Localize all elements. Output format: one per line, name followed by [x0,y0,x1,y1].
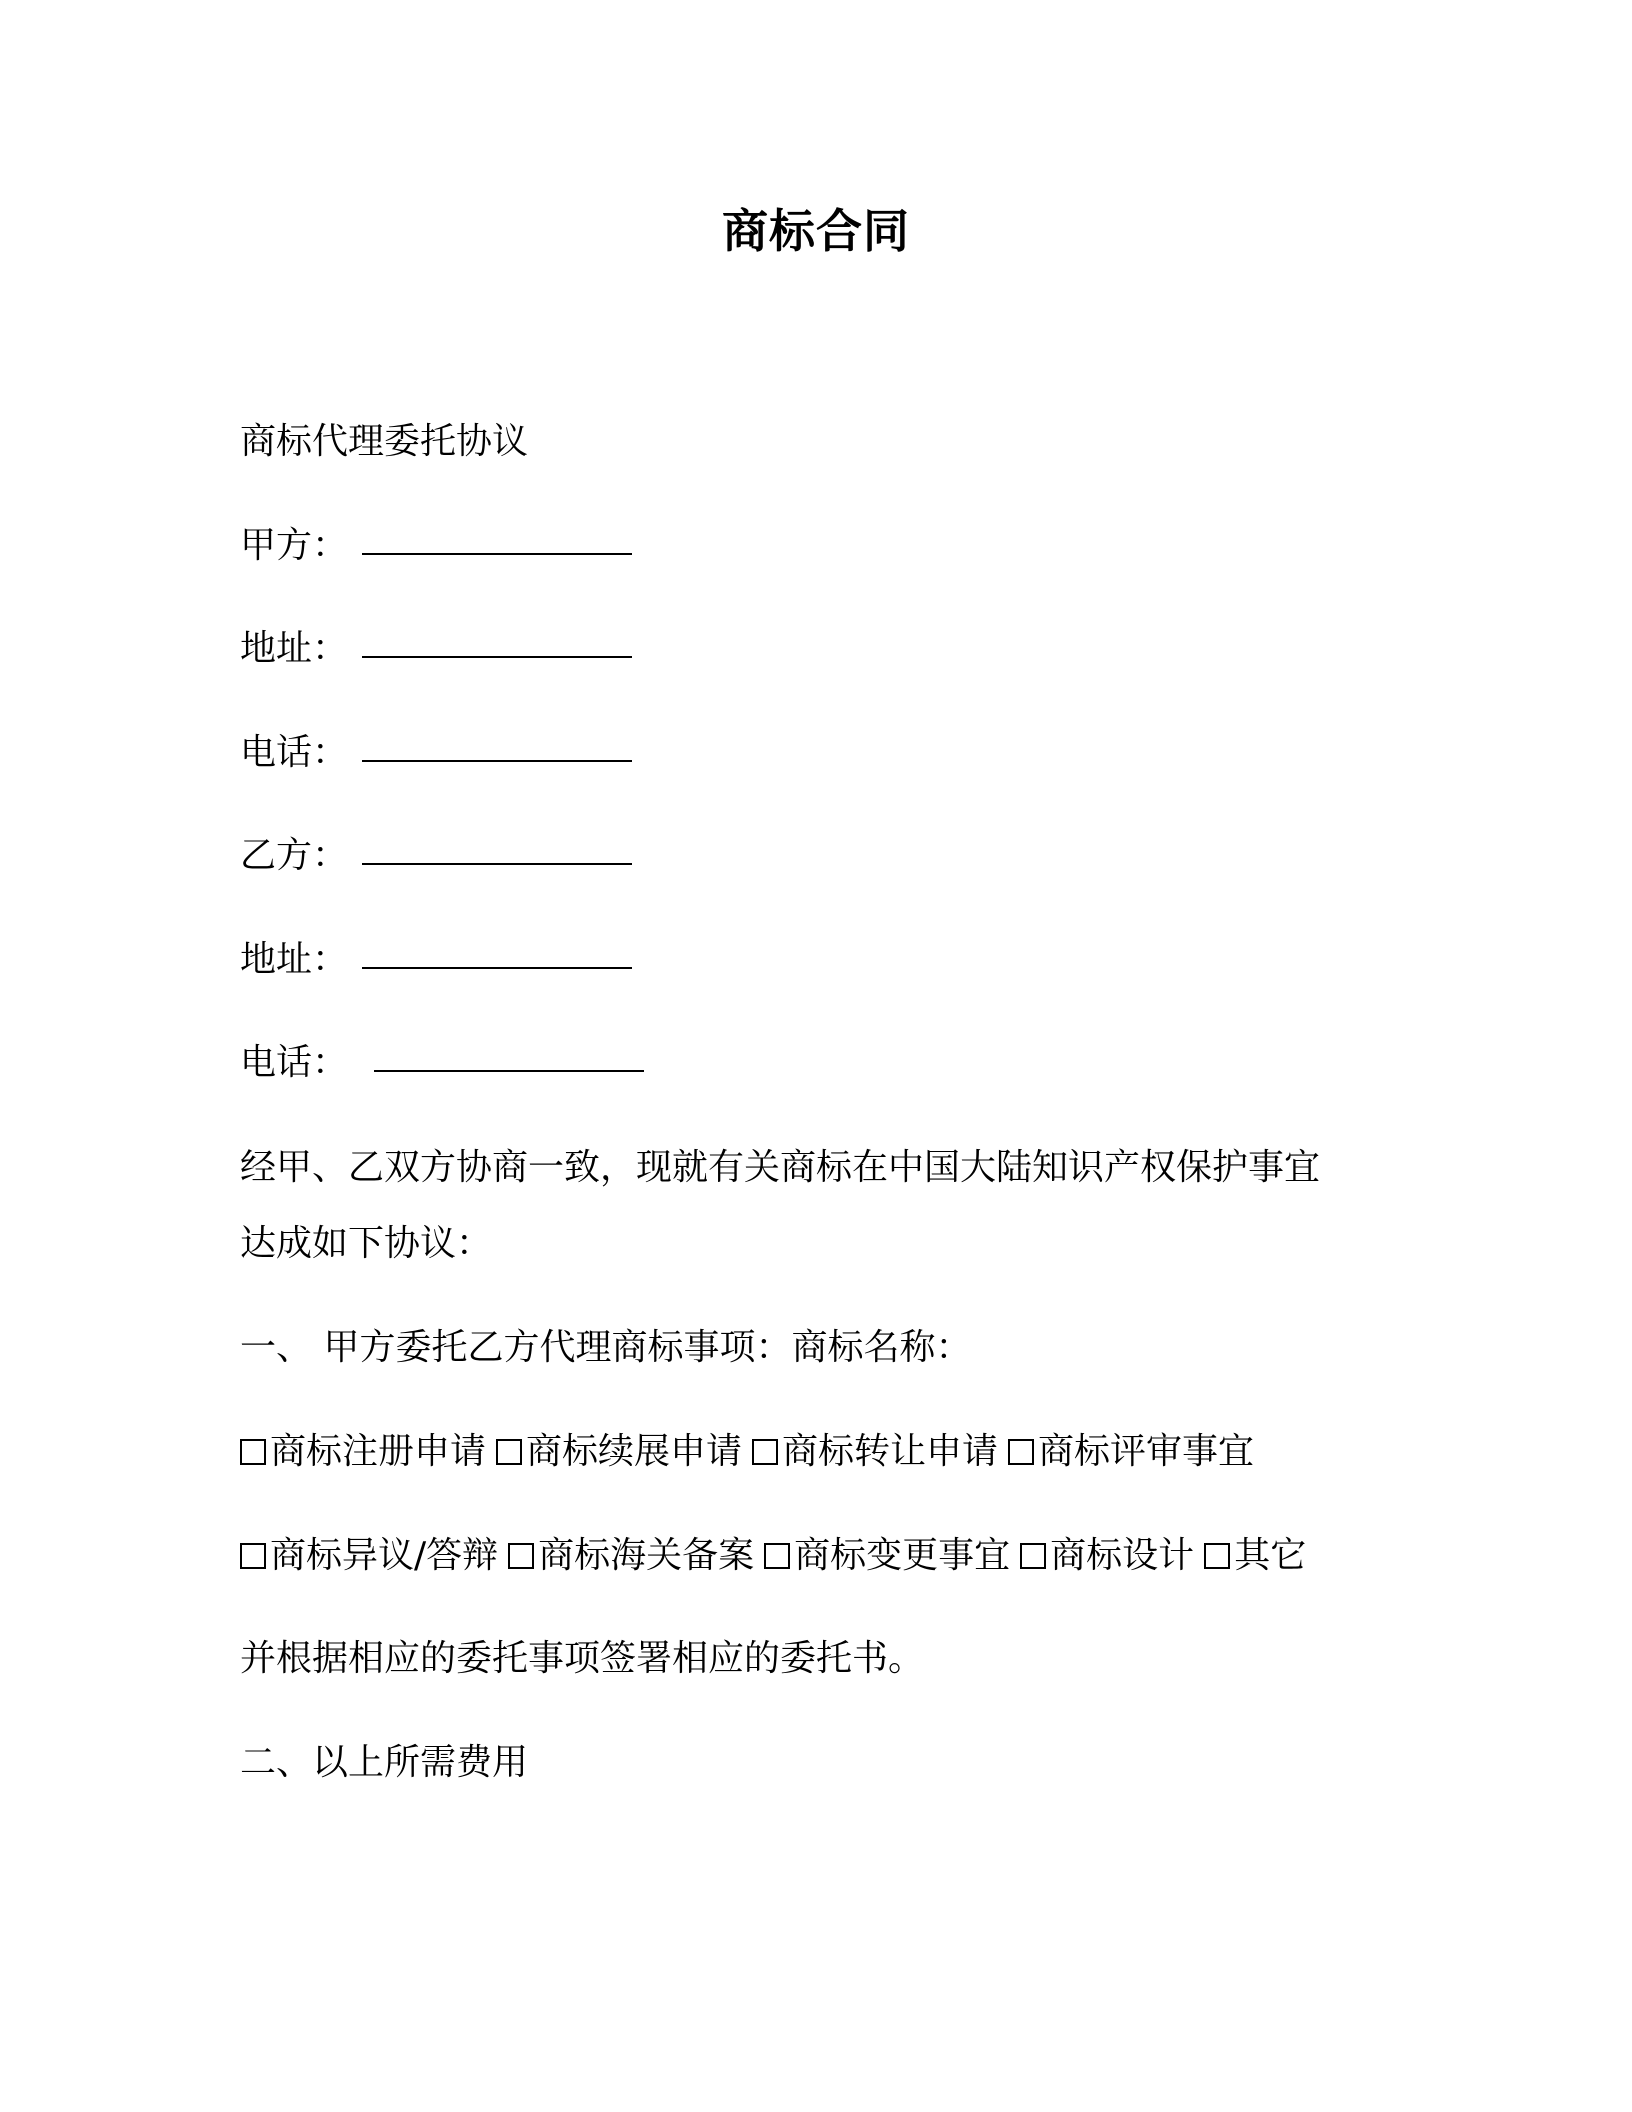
option-label: 商标异议/答辩 [270,1535,499,1576]
document-title: 商标合同 [722,204,910,258]
party-b-phone-field [240,1041,644,1085]
party-a-address-field [240,627,632,671]
party-a-name-label: 甲方： [240,525,349,566]
option-item[interactable] [240,1431,486,1472]
options-row-2 [240,1534,1316,1578]
checkbox-icon[interactable] [1008,1439,1034,1465]
party-b-phone-blank [374,1068,644,1072]
option-item[interactable] [764,1535,1010,1576]
party-a-phone-field [240,731,632,775]
section-2-heading: 二、以上所需费用 [240,1742,529,1783]
option-item[interactable] [1008,1431,1254,1472]
option-label: 商标续展申请 [526,1431,743,1472]
option-label: 商标设计 [1050,1535,1195,1576]
option-label: 商标海关备案 [538,1535,755,1576]
checkbox-icon[interactable] [764,1543,790,1569]
option-label: 其它 [1234,1535,1307,1576]
checkbox-icon[interactable] [1020,1543,1046,1569]
option-label: 商标评审事宜 [1038,1431,1255,1472]
option-label: 商标注册申请 [270,1431,487,1472]
checkbox-icon[interactable] [752,1439,778,1465]
option-item[interactable] [240,1535,498,1576]
document-subtitle: 商标代理委托协议 [240,421,529,462]
party-b-name-field [240,834,632,878]
option-item[interactable] [752,1431,998,1472]
option-label: 商标变更事宜 [794,1535,1011,1576]
party-a-name-blank [362,551,632,555]
checkbox-icon[interactable] [508,1543,534,1569]
option-item[interactable] [508,1535,754,1576]
party-b-name-label: 乙方： [240,835,349,876]
checkbox-icon[interactable] [1204,1543,1230,1569]
party-b-address-label: 地址： [240,939,349,980]
option-item[interactable] [1204,1535,1306,1576]
party-a-name-field [240,524,632,568]
party-a-phone-blank [362,758,632,762]
checkbox-icon[interactable] [240,1543,266,1569]
section-1-note: 并根据相应的委托事项签署相应的委托书。 [240,1638,925,1679]
party-a-address-label: 地址： [240,628,349,669]
party-b-address-field [240,938,632,982]
party-a-phone-label: 电话： [240,732,349,773]
option-item[interactable] [1020,1535,1194,1576]
party-a-address-blank [362,654,632,658]
intro-line-1: 经甲、乙双方协商一致，现就有关商标在中国大陆知识产权保护事宜 [240,1147,1321,1188]
intro-line-2: 达成如下协议： [240,1223,493,1264]
option-label: 商标转让申请 [782,1431,999,1472]
checkbox-icon[interactable] [240,1439,266,1465]
options-row-1 [240,1430,1264,1474]
party-b-phone-label: 电话： [240,1042,349,1083]
party-b-name-blank [362,861,632,865]
option-item[interactable] [496,1431,742,1472]
checkbox-icon[interactable] [496,1439,522,1465]
party-b-address-blank [362,965,632,969]
section-1-heading: 一、 甲方委托乙方代理商标事项：商标名称： [240,1327,972,1368]
